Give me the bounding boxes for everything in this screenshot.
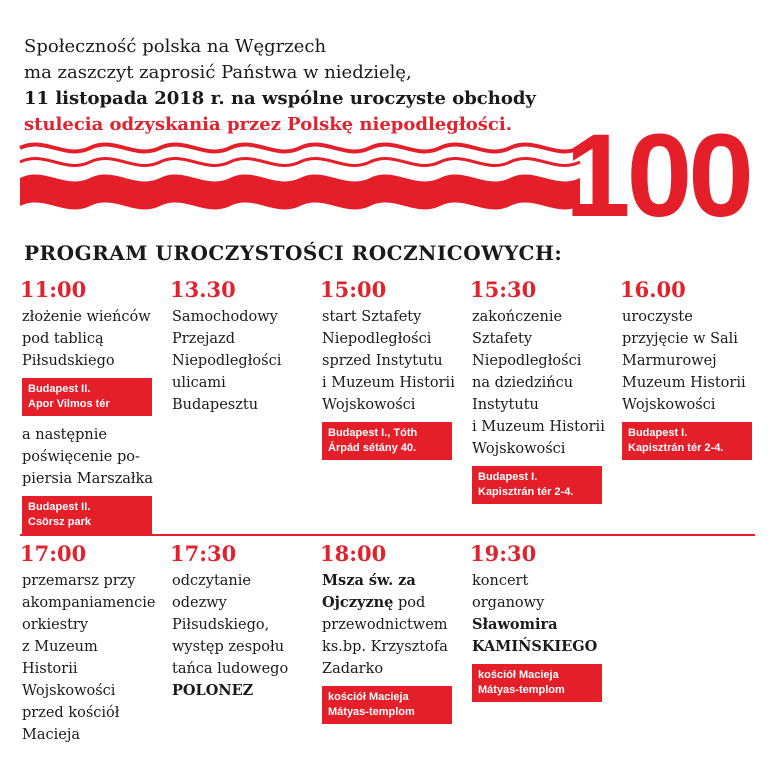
desc-line: poświęcenie po- [22,449,140,465]
event-description [622,306,760,416]
desc-line: Niepodległości [172,353,282,369]
desc-line: i Muzeum Historii [322,375,455,391]
location-line: Budapest II. [28,383,91,395]
desc-line: tańca ludowego [172,661,289,677]
desc-line: akompaniamencie [22,595,156,611]
event-time: 16.00 [620,277,686,302]
ribbon-wave-top [20,145,580,152]
desc-line: Budapesztu [172,397,259,413]
desc-line: odczytanie [172,573,251,589]
desc-line: Muzeum Historii [622,375,746,391]
ensemble-name: POLONEZ [172,682,254,699]
location-line: Budapest I. [628,427,688,439]
intro-line-2: ma zaszczyt zaprosić Państwa w niedzielę, [24,62,412,83]
flag-ribbon-banner [0,118,775,228]
desc-line: Zadarko [322,661,384,677]
desc-line: Marmurowej [622,353,717,369]
desc-line: przewodnictwem [322,617,448,633]
event-time: 15:30 [470,277,537,302]
desc-line: zakończenie [472,309,563,325]
desc-line: Przejazd [172,331,235,347]
location-line: kościół Macieja [328,691,409,703]
event-time: 18:00 [320,541,387,566]
event-time: 15:00 [320,277,387,302]
location-line: Árpád sétány 40. [328,442,417,454]
desc-line: piersia Marszałka [22,471,154,487]
intro-line-4: stulecia odzyskania przez Polskę niepodległości. [24,114,512,135]
event-1500 [320,276,460,468]
desc-line: Wojskowości [472,441,566,457]
desc-line: i Muzeum Historii [472,419,605,435]
location-line: Kapisztrán tér 2-4. [478,486,574,498]
desc-line: sprzed Instytutu [322,353,443,369]
desc-line: uroczyste [622,309,693,325]
desc-line: a następnie [22,427,107,443]
location-line: Budapest I. [478,471,538,483]
desc-line: Wojskowości [22,683,116,699]
desc-line: Historii [22,661,78,677]
desc-line: koncert [472,573,529,589]
event-description [472,306,610,460]
row-divider [20,534,755,536]
event-time: 17:00 [20,541,87,566]
event-1330 [170,276,310,416]
program-heading: PROGRAM UROCZYSTOŚCI ROCZNICOWYCH: [24,241,563,265]
desc-line: Niepodległości [322,331,432,347]
performer-last-name: KAMIŃSKIEGO [472,638,598,655]
desc-line: pod tablicą [22,331,104,347]
ribbon-red-band [20,175,580,210]
event-1600 [620,276,760,468]
desc-line: orkiestry [22,617,89,633]
desc-line: Wojskowości [622,397,716,413]
location-line: Mátyas-templom [478,684,565,696]
desc-line: Instytutu [472,397,539,413]
location-badge [22,378,152,416]
event-time: 17:30 [170,541,237,566]
ribbon-wave-mid [20,159,580,166]
desc-line: Niepodległości [472,353,582,369]
mass-title: Msza św. za [322,572,416,589]
desc-line: przed kościół [22,705,120,721]
desc-line: pod [393,595,426,611]
location-badge [322,422,452,460]
desc-line: na dziedzińcu [472,375,574,391]
intro-line-1: Społeczność polska na Węgrzech [24,36,327,57]
event-description-2 [22,424,160,490]
location-line: Mátyas-templom [328,706,415,718]
desc-line: Wojskowości [322,397,416,413]
desc-line: przemarsz przy [22,573,136,589]
desc-line: start Sztafety [322,309,422,325]
event-1800 [320,540,460,732]
event-1100 [20,276,160,542]
event-1730 [170,540,310,702]
location-badge-2 [22,496,152,534]
desc-line: Sztafety [472,331,533,347]
location-line: Budapest II. [28,501,91,513]
event-description [322,570,460,680]
event-description [172,570,310,702]
location-line: Csörsz park [28,516,91,528]
desc-line: Piłsudskiego, [172,617,270,633]
location-badge [622,422,752,460]
desc-line: Piłsudskiego [22,353,115,369]
desc-line: występ zespołu [172,639,285,655]
desc-line: organowy [472,595,545,611]
desc-line: przyjęcie w Sali [622,331,738,347]
desc-line: Samochodowy [172,309,278,325]
event-description [22,570,160,746]
desc-line: Macieja [22,727,80,743]
desc-line: ulicami [172,375,226,391]
location-line: Apor Vilmos tér [28,398,110,410]
intro-line-3: 11 listopada 2018 r. na wspólne uroczyste obchody [24,88,536,109]
event-time: 13.30 [170,277,236,302]
location-line: Budapest I., Tóth [328,427,418,439]
event-description [322,306,460,416]
event-description [472,570,610,658]
location-badge [322,686,452,724]
event-1700 [20,540,160,746]
program-row-1 [0,276,775,532]
location-badge [472,466,602,504]
event-description [22,306,160,372]
program-row-2 [0,540,775,770]
mass-title-2: Ojczyznę [322,594,394,611]
desc-line: złożenie wieńców [22,309,151,325]
desc-line: z Muzeum [22,639,98,655]
desc-line: ks.bp. Krzysztofa [322,639,448,655]
event-1930 [470,540,610,710]
event-description [172,306,310,416]
event-1530 [470,276,610,512]
desc-line: odezwy [172,595,227,611]
performer-first-name: Sławomira [472,616,558,633]
location-line: Kapisztrán tér 2-4. [628,442,724,454]
banner-number-100: 100 [565,118,750,228]
event-time: 19:30 [470,541,537,566]
event-time: 11:00 [20,277,87,302]
location-badge [472,664,602,702]
location-line: kościół Macieja [478,669,559,681]
